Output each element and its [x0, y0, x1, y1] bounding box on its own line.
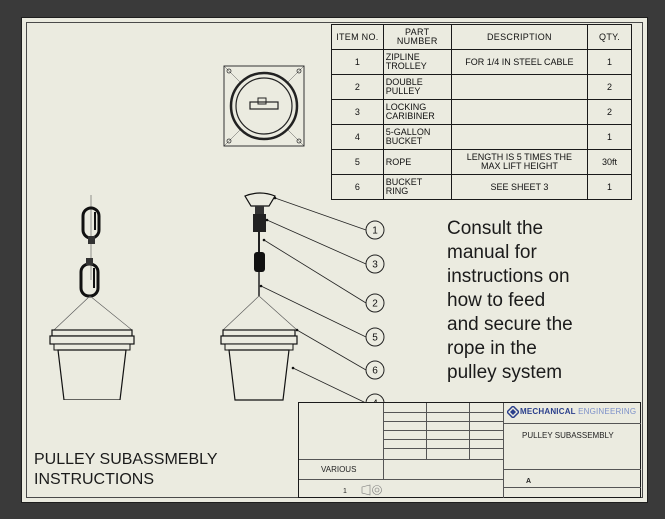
title-block-size: A	[526, 478, 532, 485]
balloon-leader-dot	[266, 219, 269, 222]
assembled-handle-left	[223, 296, 259, 330]
bom-row	[332, 75, 632, 100]
top-view-rim-inner	[236, 78, 292, 134]
bom-part-line2: CARIBINER	[385, 111, 435, 121]
balloon-number: 2	[372, 298, 378, 310]
bom-cell-part-number	[383, 125, 451, 150]
tb-hdivider-left-5	[383, 448, 503, 449]
balloon-leader-line	[264, 240, 366, 303]
balloon-leader-line	[275, 198, 366, 230]
bucket-assembled	[221, 330, 297, 400]
drawing-title	[34, 450, 294, 490]
tb-hdivider-left-1	[383, 412, 503, 413]
third-angle-projection-icon	[361, 484, 383, 496]
balloon-leader-line	[293, 368, 366, 403]
bom-cell-item: 2	[332, 75, 384, 100]
bom-header-row	[332, 25, 632, 50]
tb-hdivider-left-2	[383, 421, 503, 422]
bom-cell-description	[451, 175, 587, 200]
bom-desc-line1: FOR 1/4 IN STEEL CABLE	[465, 56, 574, 67]
note-line: and secure the	[447, 314, 573, 335]
bom-row	[332, 150, 632, 175]
title-block-drawing-name: PULLEY SUBASSEMBLY	[522, 431, 614, 440]
assembled-view	[217, 190, 427, 410]
bom-cell-qty: 1	[588, 175, 632, 200]
bom-desc-line2: MAX LIFT HEIGHT	[480, 161, 558, 171]
bom-row	[332, 100, 632, 125]
bom-cell-description	[451, 75, 587, 100]
drawing-sheet	[21, 17, 648, 503]
bom-cell-item: 4	[332, 125, 384, 150]
company-name-bold: MECHANICAL	[520, 407, 576, 416]
bill-of-materials-table	[331, 24, 632, 200]
balloon-leader-line	[267, 220, 366, 264]
bom-cell-description	[451, 150, 587, 175]
bom-part-line1: 5-GALLON	[385, 127, 431, 137]
tb-hdivider-scale	[503, 487, 641, 488]
pulley-and-rope	[253, 206, 266, 296]
balloon-number: 1	[372, 225, 378, 237]
exploded-view	[48, 190, 144, 400]
bom-cell-part-number	[383, 75, 451, 100]
bom-header-description: DESCRIPTION	[451, 25, 587, 50]
note-line: Consult the	[447, 218, 544, 239]
bom-cell-part-number	[383, 150, 451, 175]
balloon-leader-dot	[274, 197, 277, 200]
bom-cell-qty: 30ft	[588, 150, 632, 175]
title-block-material: VARIOUS	[321, 465, 357, 474]
balloon-number: 6	[372, 365, 378, 377]
title-block-qty: 1	[343, 488, 347, 495]
tb-hdivider-left-7	[299, 479, 503, 480]
bom-row	[332, 50, 632, 75]
tb-hdivider-left-6	[299, 459, 503, 460]
bom-part-line2: PULLEY	[385, 86, 421, 96]
bucket-top-view	[222, 64, 308, 150]
bom-part-line1: ROPE	[385, 156, 412, 167]
bom-desc-line1: LENGTH IS 5 TIMES THE	[466, 152, 572, 162]
balloon-leader-dot	[292, 367, 295, 370]
note-line: pulley system	[447, 362, 563, 383]
bucket-handle-right	[90, 296, 132, 330]
bom-cell-item: 3	[332, 100, 384, 125]
bom-cell-qty: 2	[588, 100, 632, 125]
bom-cell-qty: 1	[588, 50, 632, 75]
bom-part-line1: BUCKET	[385, 177, 423, 187]
assembly-note	[447, 217, 637, 385]
company-name-light: ENGINEERING	[578, 407, 637, 416]
bom-cell-qty: 2	[588, 75, 632, 100]
balloon-leader-line	[297, 330, 366, 370]
note-line: instructions on	[447, 266, 570, 287]
bom-part-line2: TROLLEY	[385, 61, 427, 71]
company-name	[520, 407, 636, 416]
balloon-leader-dot	[296, 329, 299, 332]
company-logo-icon	[507, 406, 519, 418]
bom-cell-item: 5	[332, 150, 384, 175]
bucket-left	[50, 330, 134, 400]
balloon-leader-dot	[263, 239, 266, 242]
tb-vdivider-1	[383, 403, 384, 479]
note-line: how to feed	[447, 290, 546, 311]
bom-cell-description	[451, 125, 587, 150]
title-block	[298, 402, 641, 498]
bom-cell-qty: 1	[588, 125, 632, 150]
bom-header-item-no: ITEM NO.	[332, 25, 384, 50]
balloon-leader-dot	[260, 285, 263, 288]
tb-vdivider-4	[503, 403, 504, 498]
bom-row	[332, 125, 632, 150]
bom-cell-item: 6	[332, 175, 384, 200]
balloon-number: 3	[372, 259, 378, 271]
bom-part-line1: DOUBLE	[385, 77, 423, 87]
bom-part-line2: RING	[385, 186, 409, 196]
bom-header-qty: QTY.	[588, 25, 632, 50]
bom-part-line1: LOCKING	[385, 102, 427, 112]
bom-cell-part-number	[383, 50, 451, 75]
bom-cell-description	[451, 50, 587, 75]
drawing-title-line1: PULLEY SUBASSMEBLY	[34, 451, 218, 468]
tb-hdivider-dwgno	[503, 469, 641, 470]
bom-cell-description	[451, 100, 587, 125]
bom-part-line1: ZIPLINE	[385, 52, 420, 62]
note-line: manual for	[447, 242, 537, 263]
bom-cell-part-number	[383, 100, 451, 125]
bom-desc-line1: SEE SHEET 3	[490, 181, 549, 192]
tb-hdivider-company	[503, 423, 641, 424]
balloons	[366, 221, 384, 410]
bom-header-part-line1: PART	[405, 27, 430, 37]
bom-cell-item: 1	[332, 50, 384, 75]
note-line: rope in the	[447, 338, 537, 359]
zipline-trolley	[245, 193, 275, 206]
balloon-number: 5	[372, 332, 378, 344]
drawing-title-line2: INSTRUCTIONS	[34, 471, 154, 488]
bucket-handle-left	[54, 296, 90, 330]
bom-header-part-number	[383, 25, 451, 50]
bom-header-part-line2: NUMBER	[396, 36, 438, 46]
tb-hdivider-left-3	[383, 430, 503, 431]
carabiner-lower	[81, 258, 98, 296]
bom-part-line2: BUCKET	[385, 136, 423, 146]
tb-hdivider-left-4	[383, 439, 503, 440]
